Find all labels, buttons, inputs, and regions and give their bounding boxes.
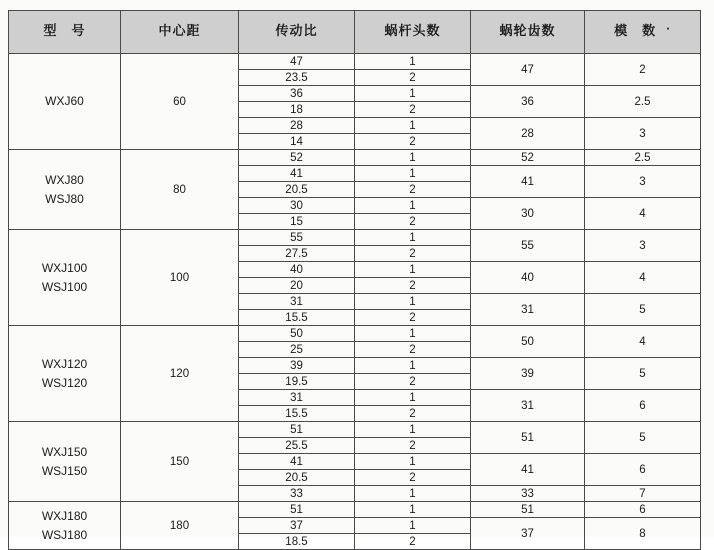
worm-starts-cell: 2 <box>355 534 471 550</box>
module-cell: 3 <box>585 118 701 150</box>
ratio-cell: 19.5 <box>239 374 355 390</box>
model-cell <box>9 326 121 422</box>
model-name: WXJ150 <box>41 444 88 459</box>
header-module-mark: · <box>666 23 671 35</box>
wheel-teeth-cell: 40 <box>471 262 585 294</box>
module-cell: 6 <box>585 502 701 518</box>
ratio-cell: 47 <box>239 54 355 70</box>
wheel-teeth-cell: 36 <box>471 86 585 118</box>
center-distance-cell: 60 <box>121 54 239 150</box>
module-cell: 5 <box>585 422 701 454</box>
wheel-teeth-cell: 41 <box>471 454 585 486</box>
wheel-teeth-cell: 47 <box>471 54 585 86</box>
ratio-cell: 25.5 <box>239 438 355 454</box>
module-cell: 3 <box>585 166 701 198</box>
model-name: WSJ100 <box>41 279 88 294</box>
center-distance-cell: 80 <box>121 150 239 230</box>
center-distance-cell: 180 <box>121 502 239 550</box>
ratio-cell: 40 <box>239 262 355 278</box>
worm-starts-cell: 1 <box>355 454 471 470</box>
wheel-teeth-cell: 30 <box>471 198 585 230</box>
wheel-teeth-cell: 52 <box>471 150 585 166</box>
model-cell <box>9 230 121 326</box>
model-cell <box>9 502 121 550</box>
table-row <box>9 422 701 438</box>
table-row <box>9 54 701 70</box>
worm-starts-cell: 2 <box>355 438 471 454</box>
wheel-teeth-cell: 51 <box>471 502 585 518</box>
module-cell: 6 <box>585 454 701 486</box>
module-cell: 2.5 <box>585 150 701 166</box>
table-row <box>9 502 701 518</box>
ratio-cell: 31 <box>239 390 355 406</box>
worm-starts-cell: 2 <box>355 342 471 358</box>
wheel-teeth-cell: 37 <box>471 518 585 550</box>
model-name: WSJ150 <box>41 463 88 478</box>
worm-starts-cell: 2 <box>355 134 471 150</box>
module-cell: 2.5 <box>585 86 701 118</box>
ratio-cell: 18 <box>239 102 355 118</box>
center-distance-cell: 120 <box>121 326 239 422</box>
module-cell: 2 <box>585 54 701 86</box>
model-name: WXJ100 <box>41 260 88 275</box>
table-row <box>9 150 701 166</box>
model-name: WXJ80 <box>45 172 84 187</box>
worm-gear-spec-table <box>8 10 701 550</box>
module-cell: 6 <box>585 390 701 422</box>
table-header <box>9 11 701 54</box>
ratio-cell: 18.5 <box>239 534 355 550</box>
worm-starts-cell: 2 <box>355 278 471 294</box>
ratio-cell: 23.5 <box>239 70 355 86</box>
table-body <box>9 54 701 550</box>
header-center-distance: 中心距 <box>121 11 239 54</box>
wheel-teeth-cell: 33 <box>471 486 585 502</box>
ratio-cell: 52 <box>239 150 355 166</box>
model-cell <box>9 54 121 150</box>
worm-starts-cell: 2 <box>355 374 471 390</box>
module-cell: 8 <box>585 518 701 550</box>
ratio-cell: 31 <box>239 294 355 310</box>
worm-starts-cell: 2 <box>355 182 471 198</box>
worm-starts-cell: 1 <box>355 502 471 518</box>
ratio-cell: 20 <box>239 278 355 294</box>
worm-starts-cell: 2 <box>355 214 471 230</box>
ratio-cell: 30 <box>239 198 355 214</box>
module-cell: 5 <box>585 358 701 390</box>
header-row <box>9 11 701 54</box>
ratio-cell: 20.5 <box>239 470 355 486</box>
ratio-cell: 41 <box>239 166 355 182</box>
ratio-cell: 27.5 <box>239 246 355 262</box>
ratio-cell: 33 <box>239 486 355 502</box>
worm-starts-cell: 2 <box>355 70 471 86</box>
worm-starts-cell: 1 <box>355 54 471 70</box>
wheel-teeth-cell: 41 <box>471 166 585 198</box>
module-cell: 3 <box>585 230 701 262</box>
ratio-cell: 15 <box>239 214 355 230</box>
header-model: 型 号 <box>9 11 121 54</box>
ratio-cell: 20.5 <box>239 182 355 198</box>
worm-starts-cell: 1 <box>355 518 471 534</box>
header-module <box>585 11 701 54</box>
model-name: WSJ180 <box>41 527 88 542</box>
model-name: WXJ180 <box>41 508 88 523</box>
model-cell <box>9 150 121 230</box>
wheel-teeth-cell: 51 <box>471 422 585 454</box>
ratio-cell: 50 <box>239 326 355 342</box>
worm-starts-cell: 1 <box>355 262 471 278</box>
worm-starts-cell: 1 <box>355 358 471 374</box>
header-module-label: 模 数 <box>614 23 657 39</box>
model-name: WXJ60 <box>45 94 84 108</box>
worm-starts-cell: 1 <box>355 166 471 182</box>
module-cell: 4 <box>585 262 701 294</box>
ratio-cell: 41 <box>239 454 355 470</box>
module-cell: 4 <box>585 326 701 358</box>
model-name: WSJ80 <box>45 191 84 206</box>
worm-starts-cell: 2 <box>355 406 471 422</box>
wheel-teeth-cell: 31 <box>471 294 585 326</box>
ratio-cell: 14 <box>239 134 355 150</box>
worm-starts-cell: 1 <box>355 86 471 102</box>
module-cell: 5 <box>585 294 701 326</box>
ratio-cell: 37 <box>239 518 355 534</box>
ratio-cell: 36 <box>239 86 355 102</box>
header-ratio: 传动比 <box>239 11 355 54</box>
worm-starts-cell: 1 <box>355 326 471 342</box>
module-cell: 4 <box>585 198 701 230</box>
module-cell: 7 <box>585 486 701 502</box>
table-row <box>9 230 701 246</box>
ratio-cell: 51 <box>239 422 355 438</box>
worm-starts-cell: 2 <box>355 310 471 326</box>
center-distance-cell: 150 <box>121 422 239 502</box>
model-name: WSJ120 <box>41 375 88 390</box>
worm-starts-cell: 1 <box>355 422 471 438</box>
ratio-cell: 25 <box>239 342 355 358</box>
table-row <box>9 326 701 342</box>
header-worm-starts: 蜗杆头数 <box>355 11 471 54</box>
header-wheel-teeth: 蜗轮齿数 <box>471 11 585 54</box>
ratio-cell: 28 <box>239 118 355 134</box>
worm-starts-cell: 2 <box>355 470 471 486</box>
worm-starts-cell: 1 <box>355 118 471 134</box>
worm-starts-cell: 1 <box>355 150 471 166</box>
worm-starts-cell: 1 <box>355 198 471 214</box>
worm-starts-cell: 1 <box>355 230 471 246</box>
ratio-cell: 51 <box>239 502 355 518</box>
ratio-cell: 15.5 <box>239 406 355 422</box>
wheel-teeth-cell: 50 <box>471 326 585 358</box>
worm-starts-cell: 1 <box>355 294 471 310</box>
ratio-cell: 15.5 <box>239 310 355 326</box>
center-distance-cell: 100 <box>121 230 239 326</box>
worm-starts-cell: 1 <box>355 486 471 502</box>
ratio-cell: 55 <box>239 230 355 246</box>
worm-starts-cell: 1 <box>355 390 471 406</box>
worm-starts-cell: 2 <box>355 102 471 118</box>
wheel-teeth-cell: 39 <box>471 358 585 390</box>
model-name: WXJ120 <box>41 356 88 371</box>
worm-starts-cell: 2 <box>355 246 471 262</box>
wheel-teeth-cell: 55 <box>471 230 585 262</box>
ratio-cell: 39 <box>239 358 355 374</box>
wheel-teeth-cell: 28 <box>471 118 585 150</box>
wheel-teeth-cell: 31 <box>471 390 585 422</box>
model-cell <box>9 422 121 502</box>
